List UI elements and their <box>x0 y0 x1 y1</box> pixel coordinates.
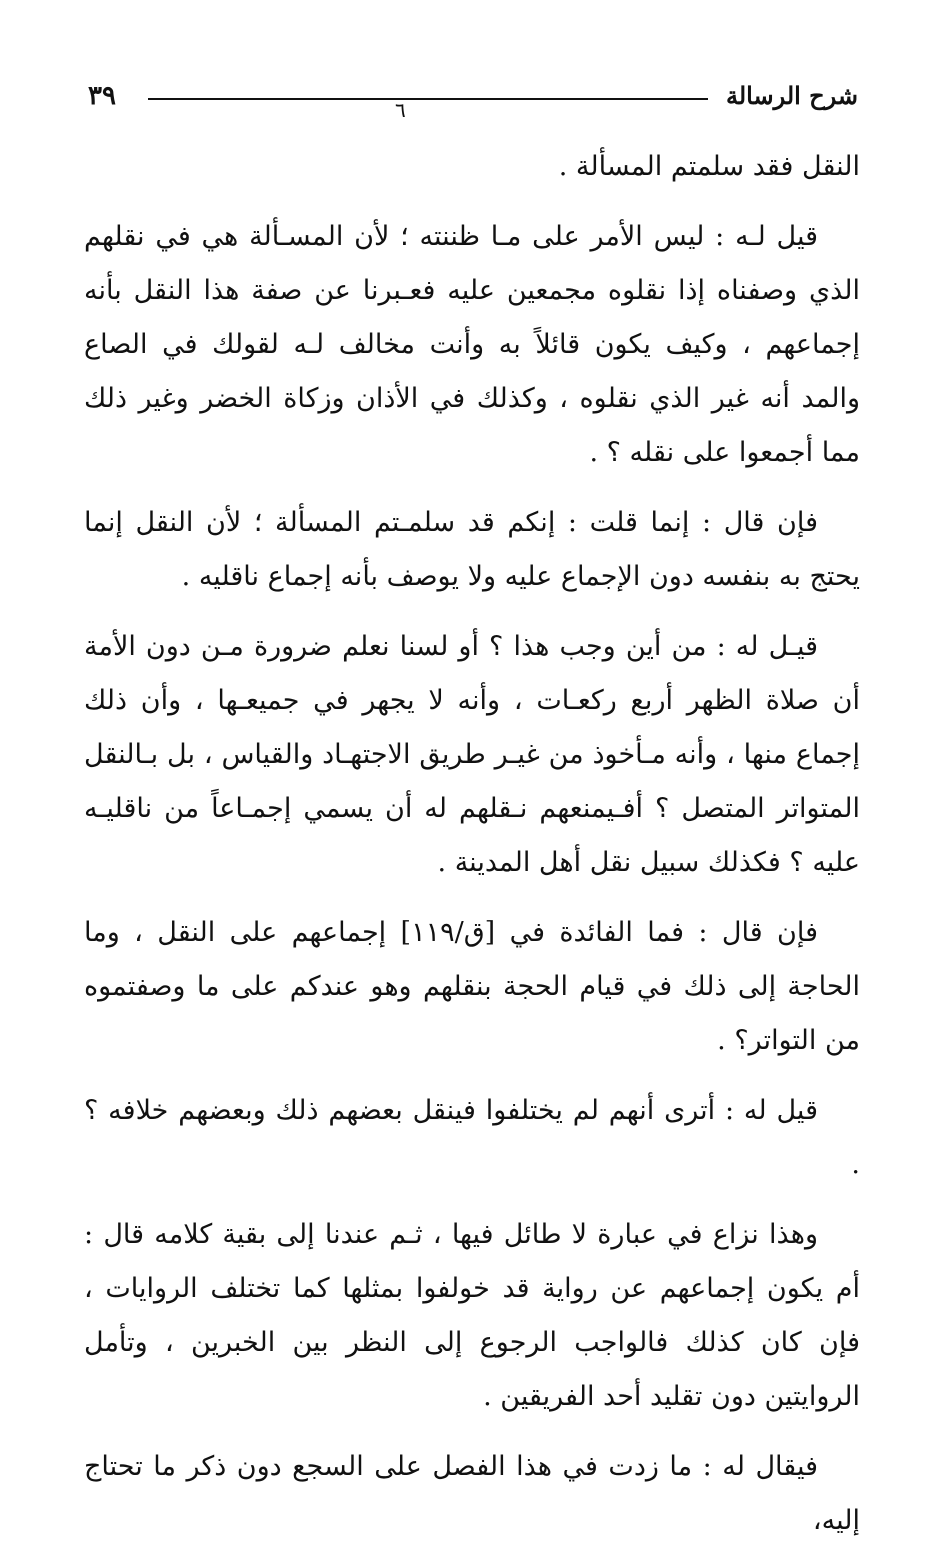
page-number: ٣٩ <box>88 81 116 111</box>
body-text <box>84 140 860 1564</box>
paragraph-6: قيل له : أترى أنهم لم يختلفوا فينقل بعضهم ذلك وبعضهم خلافه ؟ . <box>84 1095 860 1180</box>
paragraph-7: وهذا نزاع في عبارة لا طائل فيها ، ثـم عندنا إلى بقية كلامه قال : أم يكون إجماعهم عن رواية قد خولفوا بمثلها كما تختلف الروايات ، فإن كان كذلك فالواجب الرجوع إلى النظر بين الخبرين ، وتأمل الروايتين دون تقليد أحد الفريقين . <box>84 1219 860 1412</box>
running-title: شرح الرسالة <box>725 81 858 110</box>
paragraph-2: قيل لـه : ليس الأمر على مـا ظننته ؛ لأن المسـألة هي في نقلهم الذي وصفناه إذا نقلوه مجمعين عليه فعـبرنا عن صفة هذا النقل بأنه إجماعهم ، وكيف يكون قائلاً به وأنت مخالف لـه لقولك في الصاع والمد أنه غير الذي نقلوه ، وكذلك في الأذان وزكاة الخضر وغير ذلك مما أجمعوا على نقله ؟ . <box>84 221 860 468</box>
paragraph-8: فيقال له : ما زدت في هذا الفصل على السجع دون ذكر ما تحتاج إليه، <box>84 1451 860 1536</box>
header-rule <box>148 98 708 100</box>
paragraph-3: فإن قال : إنما قلت : إنكم قد سلمـتم المسألة ؛ لأن النقل إنما يحتج به بنفسه دون الإجماع عليه ولا يوصف بأنه إجماع ناقليه . <box>84 507 860 592</box>
manuscript-margin-mark: ٦ <box>395 98 406 122</box>
paragraph-4: قيـل له : من أين وجب هذا ؟ أو لسنا نعلم ضرورة مـن دون الأمة أن صلاة الظهر أربع ركعـات ، وأنه لا يجهر في جميعـها ، وأن ذلك إجماع منها ، وأنه مـأخوذ من غيـر طريق الاجتهـاد والقياس ، بل بـالنقل المتواتر المتصل ؟ أفـيمنعهم نـقلهم له أن يسمي إجمـاعاً من ناقليـه عليه ؟ فكذلك سبيل نقل أهل المدينة . <box>84 631 860 878</box>
paragraph-5: فإن قال : فما الفائدة في [ق/١١٩] إجماعهم على النقل ، وما الحاجة إلى ذلك في قيام الحجة بنقلهم وهو عندكم على ما وصفتموه من التواتر؟ . <box>84 917 860 1056</box>
paragraph-1: النقل فقد سلمتم المسألة . <box>558 151 860 182</box>
page-header <box>88 78 858 118</box>
